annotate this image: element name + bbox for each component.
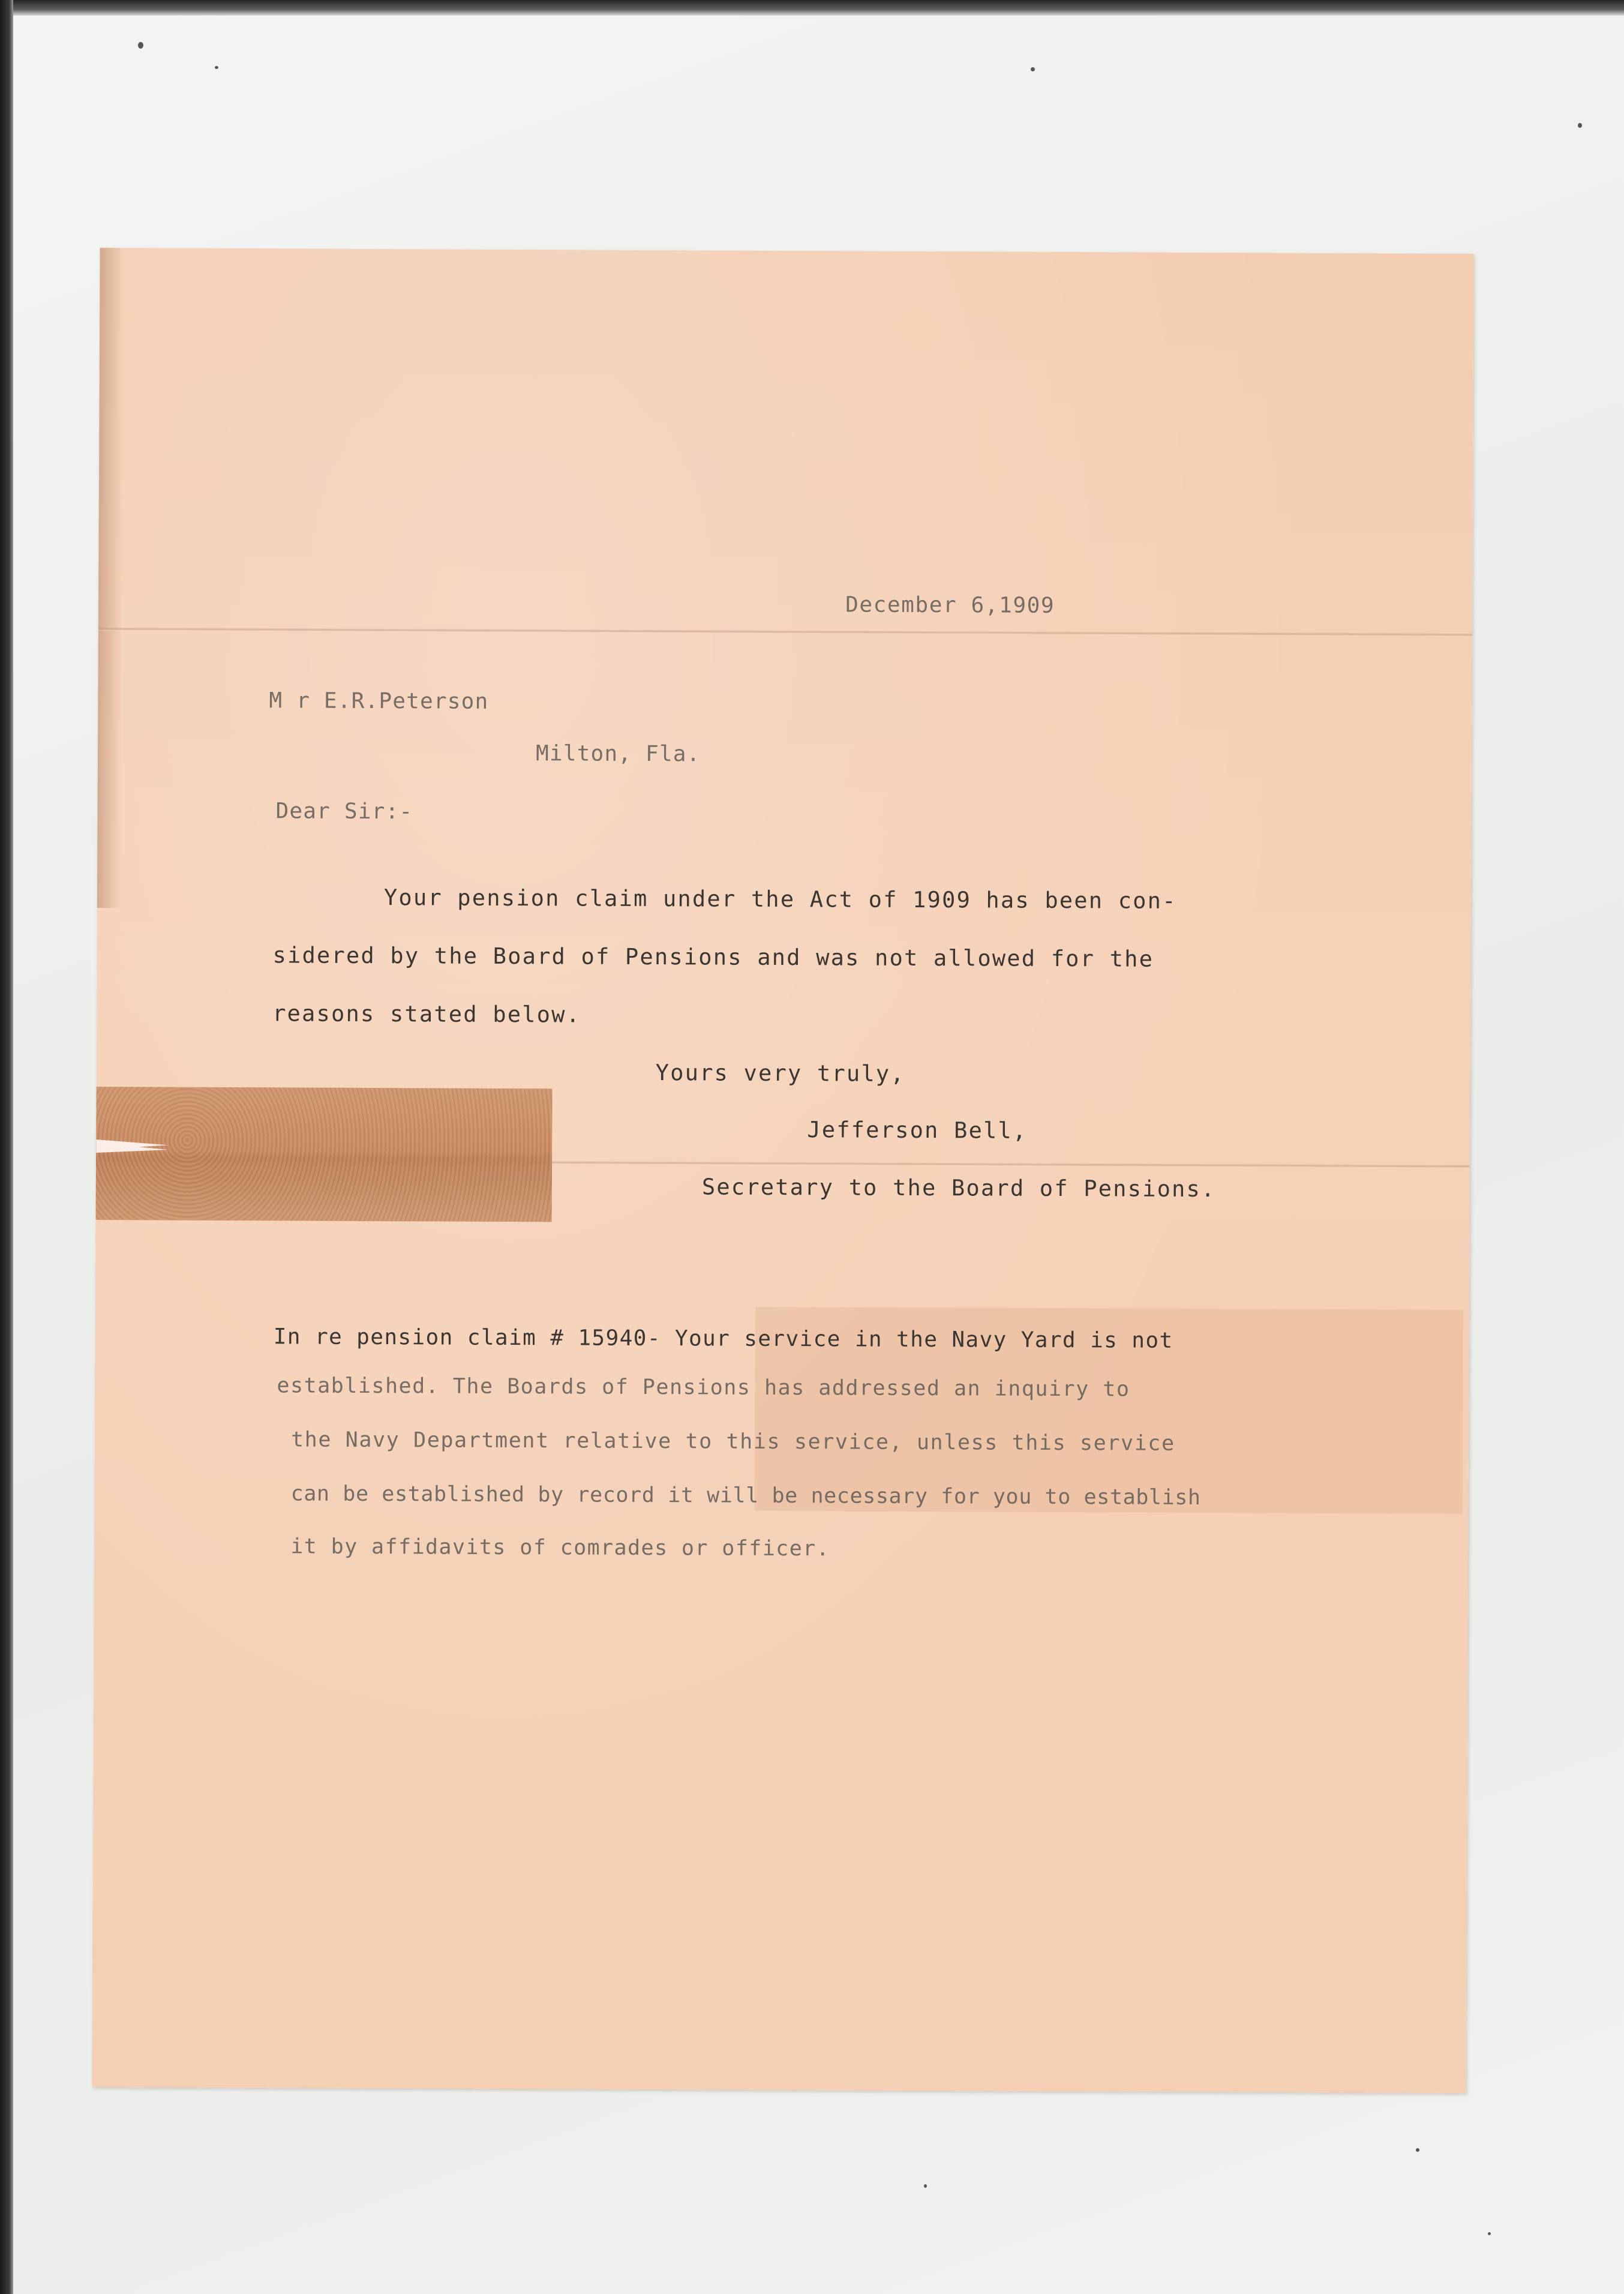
- letter-sheet: [92, 248, 1473, 2093]
- dust-speck: [1416, 2148, 1419, 2152]
- edge-stain: [97, 248, 124, 908]
- signer-name: Jefferson Bell,: [807, 1117, 1028, 1144]
- body-line-3: reasons stated below.: [272, 1000, 581, 1028]
- fold-crease: [98, 627, 1472, 637]
- tape-stain: [96, 1087, 553, 1222]
- dust-speck: [1031, 67, 1035, 71]
- letter-date: December 6,1909: [845, 592, 1055, 618]
- reason-line-5: it by affidavits of comrades or officer.: [290, 1534, 830, 1561]
- reason-line-3: the Navy Department relative to this service, unless this service: [290, 1428, 1175, 1456]
- reason-line-2: established. The Boards of Pensions has addressed an inquiry to: [277, 1374, 1130, 1402]
- reason-line-1: In re pension claim # 15940- Your service in the Navy Yard is not: [273, 1324, 1173, 1353]
- body-line-1: Your pension claim under the Act of 1909 has been con-: [383, 884, 1177, 914]
- recipient-name: M r E.R.Peterson: [269, 688, 489, 714]
- closing: Yours very truly,: [655, 1060, 905, 1087]
- body-line-2: sidered by the Board of Pensions and was not allowed for the: [272, 942, 1154, 972]
- dust-speck: [138, 42, 143, 49]
- signer-title: Secretary to the Board of Pensions.: [701, 1174, 1216, 1203]
- salutation: Dear Sir:-: [275, 799, 413, 824]
- dust-speck: [215, 66, 218, 69]
- dust-speck: [1488, 2232, 1491, 2235]
- dust-speck: [1578, 123, 1582, 128]
- recipient-city: Milton, Fla.: [535, 741, 701, 767]
- dust-speck: [924, 2184, 927, 2188]
- scanner-top-edge: [0, 0, 1624, 16]
- reason-line-4: can be established by record it will be necessary for you to establish: [290, 1482, 1201, 1510]
- scanner-left-edge: [0, 0, 13, 2294]
